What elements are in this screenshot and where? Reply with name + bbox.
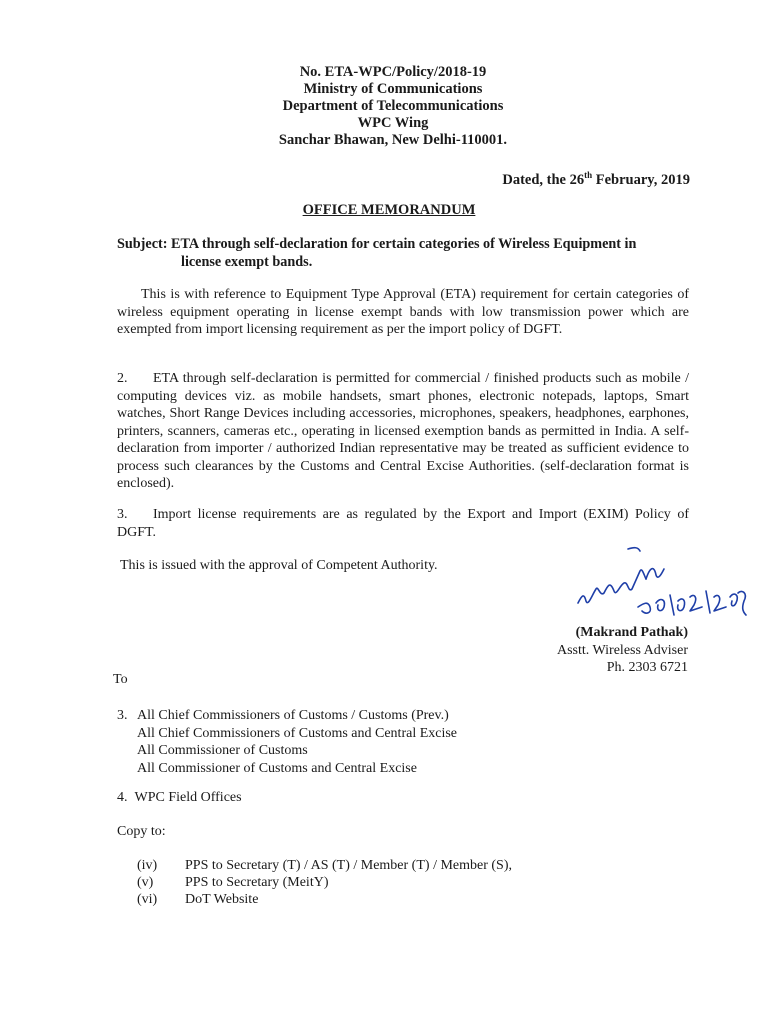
list-item (117, 760, 457, 778)
paragraph-3 (117, 506, 689, 541)
date-rest: February, 2019 (592, 171, 690, 188)
list-item (137, 891, 512, 908)
copy-roman-numeral: (iv) (137, 858, 158, 873)
paragraph-1: This is with reference to Equipment Type Approval (ETA) requirement for certain categories of wireless equipment operating in license exempt bands with low transmission power which are exempted from import licensing requirement as per the import policy of DGFT. (117, 287, 689, 337)
recipient-item-4 (117, 789, 242, 807)
list-item (117, 742, 457, 760)
recipient-line: All Commissioner of Customs (137, 743, 308, 758)
recipient-number-3: 3. (117, 708, 128, 723)
list-item (117, 725, 457, 743)
copy-to-label: Copy to: (117, 824, 166, 839)
subject (117, 235, 697, 271)
copy-roman-numeral: (vi) (137, 892, 158, 907)
recipient-line: All Commissioner of Customs and Central Excise (137, 760, 417, 776)
signature-date-text: 26/02/2019 (690, 621, 695, 622)
reference-number: No. ETA-WPC/Policy/2018-19 (299, 64, 487, 80)
list-item (137, 857, 512, 874)
department-name: Department of Telecommunications (282, 98, 504, 114)
letterhead (0, 64, 768, 149)
wing-name: WPC Wing (357, 115, 429, 131)
recipient-line: All Chief Commissioners of Customs and Central Excise (137, 725, 458, 741)
subject-line-1: Subject: ETA through self-declaration for certain categories of Wireless Equipment in (117, 236, 637, 252)
copy-to-list (137, 857, 512, 908)
subject-line-2: license exempt bands. (181, 254, 313, 270)
signatory-block (557, 624, 688, 677)
paragraph-2-number: 2. (117, 371, 128, 386)
memo-title: OFFICE MEMORANDUM (302, 202, 476, 218)
paragraph-2 (117, 370, 689, 493)
paragraph-2-text: ETA through self-declaration is permitted for commercial / finished products such as mobile / computing devices viz. as mobile handsets, smart phones, electronic notepads, laptops, Smart watches, Short Range Devices including accessories, microphones, speakers, headphones, earphones, printers, scanners, cameras etc., operating in licensed exemption bands as permitted in India. A self-declaration from importer / authorized Indian representative may be treated as sufficient evidence to process such clearances by the Customs and Central Excise Authorities. (self-declaration format is enclosed). (117, 371, 689, 491)
list-item (137, 874, 512, 891)
recipient-wpc-field-offices: WPC Field Offices (134, 790, 242, 805)
copy-recipient: PPS to Secretary (T) / AS (T) / Member (T) / Member (S), (185, 858, 512, 873)
recipient-number-4: 4. (117, 790, 128, 805)
date-prefix: Dated, the 26 (502, 171, 585, 188)
signatory-name: (Makrand Pathak) (575, 625, 688, 640)
ministry-name: Ministry of Communications (303, 81, 483, 97)
paragraph-4: This is issued with the approval of Competent Authority. (120, 558, 438, 573)
paragraph-3-number: 3. (117, 507, 128, 522)
date-ordinal: th (584, 170, 593, 180)
office-address: Sanchar Bhawan, New Delhi-110001. (278, 132, 508, 148)
signatory-designation: Asstt. Wireless Adviser (556, 642, 688, 658)
copy-recipient: DoT Website (185, 892, 259, 907)
list-item (117, 707, 457, 725)
date-line (502, 170, 690, 189)
signatory-phone: Ph. 2303 6721 (606, 660, 688, 675)
recipient-line: All Chief Commissioners of Customs / Customs (Prev.) (137, 708, 449, 723)
to-label: To (113, 672, 128, 687)
paragraph-3-text: Import license requirements are as regulated by the Export and Import (EXIM) Policy of DGFT. (117, 507, 689, 540)
copy-recipient: PPS to Secretary (MeitY) (185, 875, 329, 890)
recipient-list (117, 707, 457, 777)
handwritten-signature (570, 545, 760, 625)
copy-roman-numeral: (v) (137, 875, 154, 890)
